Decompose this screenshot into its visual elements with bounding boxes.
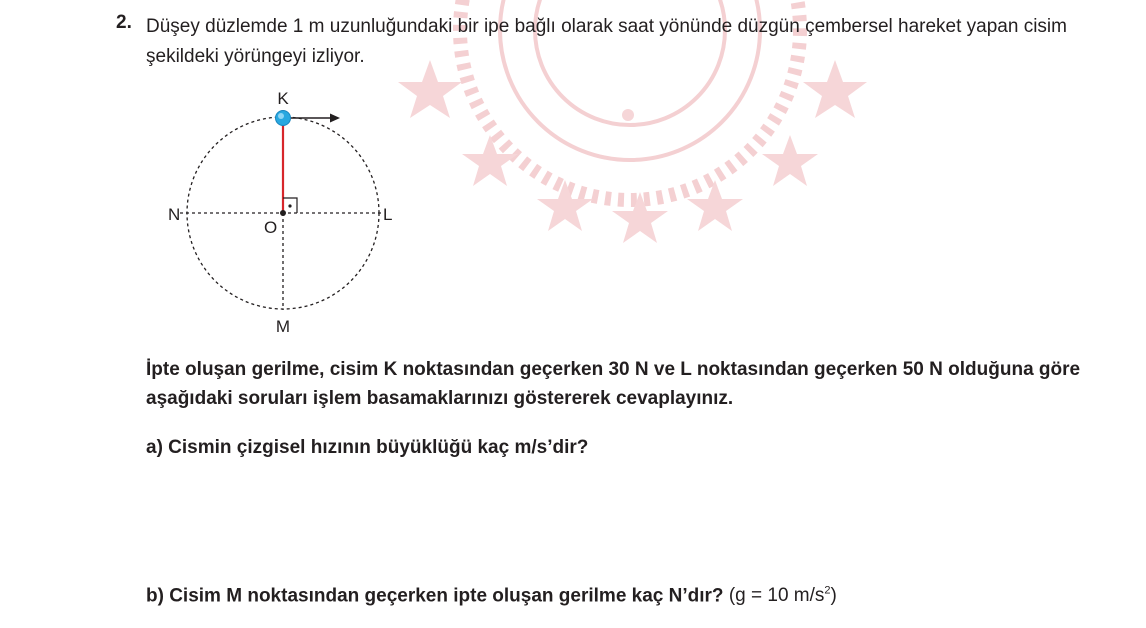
center-point [280,210,286,216]
label-n: N [168,205,181,224]
right-angle-dot [288,204,291,207]
gravity-hint [729,585,837,606]
given-info: İpte oluşan gerilme, cisim K noktasından geçerken 30 N ve L noktasından geçerken 50 N olduğuna göre aşağıdaki soruları işlem basamaklarınızı göstererek cevaplayınız. [146,359,1081,409]
gravity-hint-exponent: 2 [824,585,831,597]
circular-motion-figure [150,82,420,344]
part-b-text: b) Cisim M noktasından geçerken ipte oluşan gerilme kaç N’dır? [146,585,724,607]
label-o: O [264,218,278,237]
gravity-hint-prefix: (g = 10 m/s [728,585,825,607]
object-highlight [278,113,284,119]
label-k: K [277,89,289,108]
label-m: M [275,317,291,336]
question-stem: Düşey düzlemde 1 m uzunluğundaki bir ipe bağlı olarak saat yönünde düzgün çembersel hareket yapan cisim şekildeki yörüngeyi izliyor. [146,16,1067,67]
part-b-question [146,585,837,607]
part-a-question: a) Cismin çizgisel hızının büyüklüğü kaç m/s’dir? [146,437,589,458]
label-l: L [383,205,393,224]
arrow-head-icon [330,114,340,123]
gravity-hint-suffix: ) [830,585,837,607]
question-number: 2. [116,12,132,33]
